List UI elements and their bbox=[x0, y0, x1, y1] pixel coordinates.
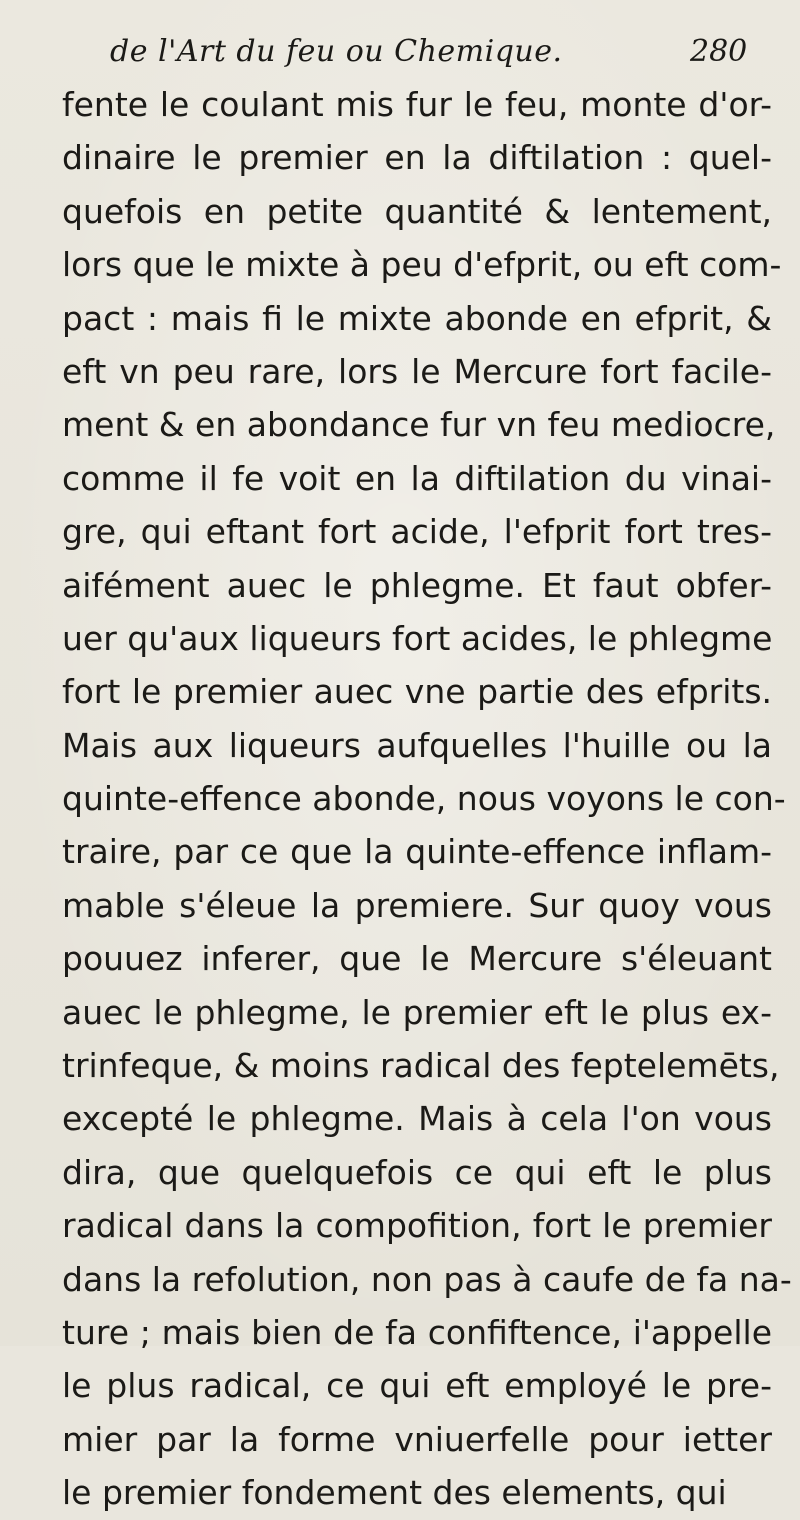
body-text bbox=[62, 78, 792, 1520]
text-line: fente le coulant mis fur le feu, monte d'or- bbox=[62, 85, 772, 124]
text-line: ment & en abondance fur vn feu mediocre, bbox=[62, 405, 776, 445]
text-line: dans la refolution, non pas à caufe de fa na- bbox=[62, 1259, 792, 1299]
text-line: quefois en petite quantité & lentement, bbox=[62, 191, 772, 231]
text-line: auec le phlegme, le premier eft le plus ex- bbox=[62, 992, 772, 1032]
text-line: trinfeque, & moins radical des feptelemēts, bbox=[62, 1046, 780, 1086]
text-line: excepté le phlegme. Mais à cela l'on vous bbox=[62, 1099, 772, 1139]
text-line: dira, que quelquefois ce qui eft le plus bbox=[62, 1152, 772, 1192]
running-head: de l'Art du feu ou Chemique. bbox=[110, 34, 563, 69]
text-line: fort le premier auec vne partie des efprits. bbox=[62, 672, 772, 712]
text-line: uer qu'aux liqueurs fort acides, le phlegme bbox=[62, 618, 773, 658]
text-line: mable s'éleue la premiere. Sur quoy vous bbox=[62, 885, 772, 925]
text-line: Mais aux liqueurs aufquelles l'huille ou la bbox=[62, 725, 772, 765]
text-line: quinte-effence abonde, nous voyons le con- bbox=[62, 779, 786, 819]
text-line: gre, qui eftant fort acide, l'efprit fort tres- bbox=[62, 512, 772, 552]
page-number: 280 bbox=[690, 34, 748, 69]
text-line: aifément auec le phlegme. Et faut obfer- bbox=[62, 565, 772, 605]
text-line: mier par la forme vniuerfelle pour ietter bbox=[62, 1419, 772, 1459]
text-line: radical dans la compofition, fort le premier bbox=[62, 1206, 772, 1246]
text-line: traire, par ce que la quinte-effence inflam- bbox=[62, 832, 772, 872]
text-line: pact : mais fi le mixte abonde en efprit, & bbox=[62, 298, 772, 338]
text-line: pouuez inferer, que le Mercure s'éleuant bbox=[62, 939, 772, 979]
text-line: le premier fondement des elements, qui bbox=[62, 1473, 727, 1513]
text-line: lors que le mixte à peu d'efprit, ou eft com- bbox=[62, 245, 782, 285]
text-line: eft vn peu rare, lors le Mercure fort facile- bbox=[62, 351, 772, 391]
text-line: ture ; mais bien de fa confiftence, i'appelle bbox=[62, 1312, 772, 1352]
text-line: dinaire le premier en la diftilation : quel- bbox=[62, 138, 772, 178]
text-line: le plus radical, ce qui eft employé le pre- bbox=[62, 1366, 772, 1406]
text-line: comme il fe voit en la diftilation du vinai- bbox=[62, 458, 772, 498]
